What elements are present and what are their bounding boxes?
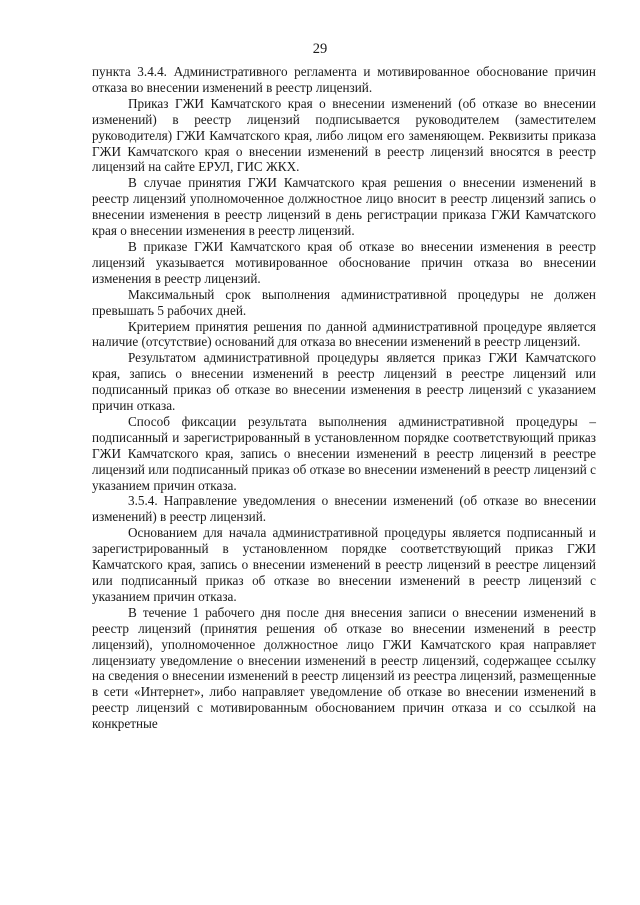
paragraph-decision-criterion: Критерием принятия решения по данной административной процедуре является наличие (отсутствие) оснований для отказа во внесении изменений в реестр лицензий.: [92, 318, 596, 350]
paragraph-order-signing: Приказ ГЖИ Камчатского края о внесении изменений (об отказе во внесении изменений) в реестр лицензий подписывается руководителем (заместителем руководителя) ГЖИ Камчатского края, либо лицом его заменяющем. Реквизиты приказа ГЖИ Камчатского края о внесении изменений в реестр лицензий вносятся в реестр лицензий на сайте ЕРУЛ, ГИС ЖКХ.: [92, 95, 596, 175]
paragraph-continuation: пункта 3.4.4. Административного регламента и мотивированное обоснование причин отказа во внесении изменений в реестр лицензий.: [92, 64, 596, 95]
paragraph-notification: В течение 1 рабочего дня после дня внесения записи о внесении изменений в реестр лицензий (принятия решения об отказе во внесении изменений в реестр лицензий), уполномоченное должностное лицо ГЖИ Камчатского края направляет лицензиату уведомление о внесении изменений в реестр лицензий, содержащее ссылку на сведения о внесении изменений в реестр лицензий из реестра лицензий, размещенные в сети «Интернет», либо направляет уведомление об отказе во внесении изменений в реестр лицензий с мотивированным обоснованием причин отказа и со ссылкой на конкретные: [92, 604, 596, 732]
document-body: [92, 64, 596, 732]
section-heading-3-5-4: 3.5.4. Направление уведомления о внесении изменений (об отказе во внесении изменений) в реестр лицензий.: [92, 493, 596, 525]
page-number: 29: [312, 41, 328, 57]
paragraph-result-recording: Способ фиксации результата выполнения административной процедуры – подписанный и зарегистрированный в установленном порядке соответствующий приказ ГЖИ Камчатского края, запись о внесении изменений в реестр лицензий в реестре лицензий или подписанный приказ об отказе во внесении изменений в реестр лицензий с указанием причин отказа.: [92, 413, 596, 493]
paragraph-procedure-basis: Основанием для начала административной процедуры является подписанный и зарегистрированный в установленном порядке соответствующий приказ ГЖИ Камчатского края, запись о внесении изменений в реестр лицензий в реестре лицензий или подписанный приказ об отказе во внесении изменений в реестр лицензий с указанием причин отказа.: [92, 525, 596, 604]
paragraph-procedure-result: Результатом административной процедуры является приказ ГЖИ Камчатского края, запись о внесении изменений в реестр лицензий в реестре лицензий или подписанный приказ об отказе во внесении изменения в реестр лицензий с указанием причин отказа.: [92, 350, 596, 414]
paragraph-max-duration: Максимальный срок выполнения административной процедуры не должен превышать 5 рабочих дней.: [92, 286, 596, 318]
paragraph-refusal-order: В приказе ГЖИ Камчатского края об отказе во внесении изменения в реестр лицензий указывается мотивированное обоснование причин отказа во внесении изменения в реестр лицензий.: [92, 238, 596, 286]
paragraph-decision-entry: В случае принятия ГЖИ Камчатского края решения о внесении изменений в реестр лицензий уполномоченное должностное лицо вносит в реестр лицензий запись о внесении изменения в реестр лицензий в день регистрации приказа ГЖИ Камчатского края о внесении изменения в реестр лицензий.: [92, 175, 596, 239]
